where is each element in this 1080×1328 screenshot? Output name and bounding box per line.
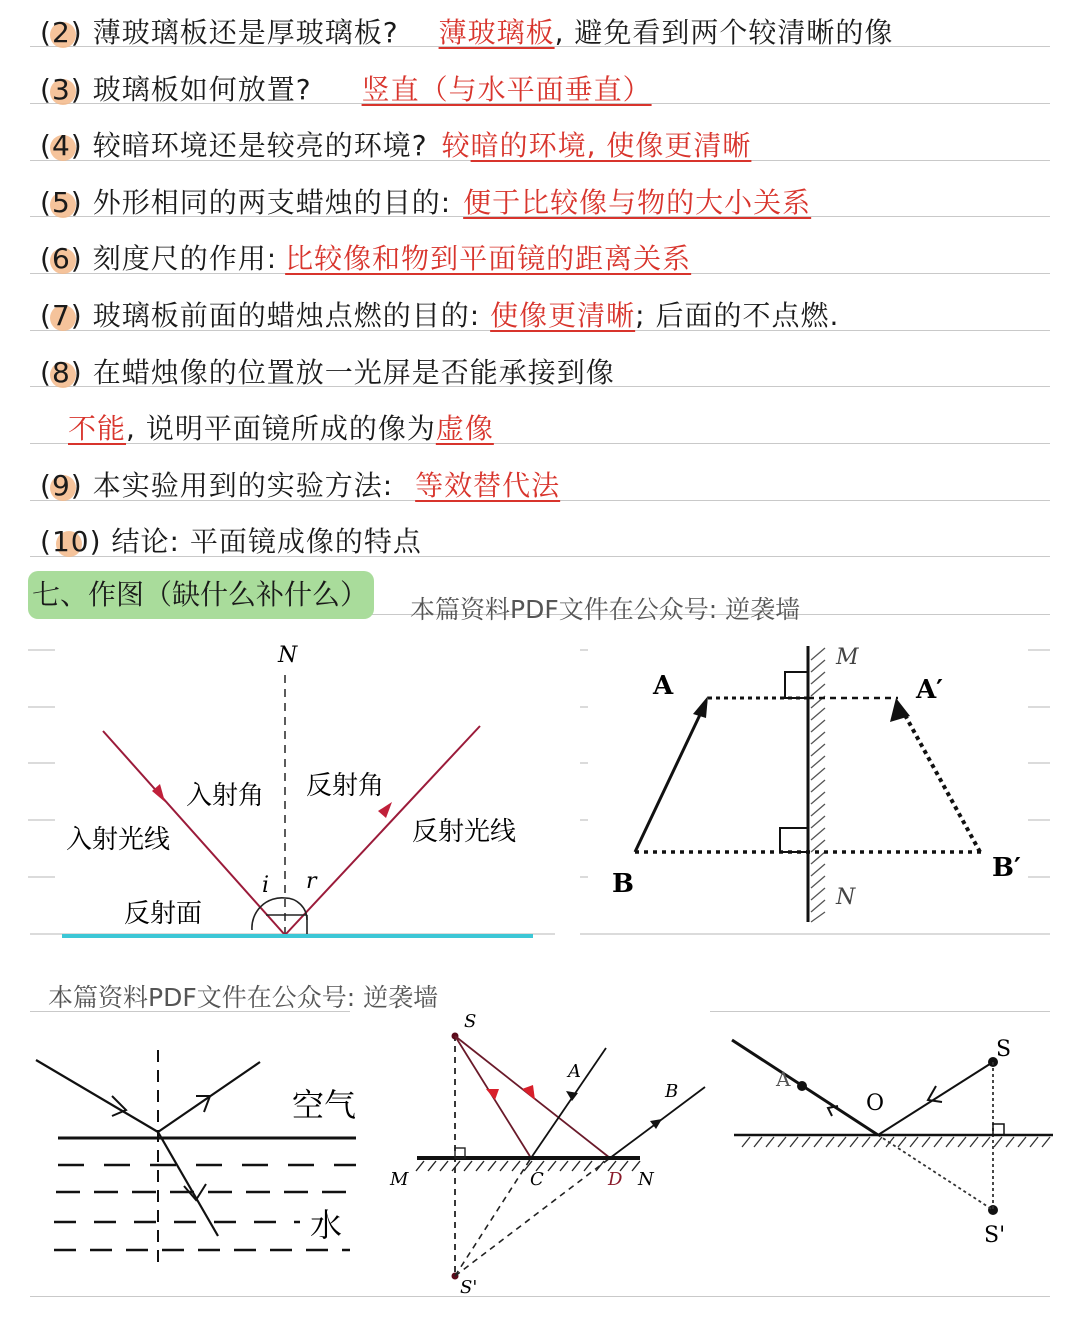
note-item-8-answer <box>68 396 494 446</box>
note-item-7 <box>40 283 839 333</box>
incident-ray <box>36 1060 158 1132</box>
answer-prefix: 较 <box>441 129 471 162</box>
question-text: 在蜡烛像的位置放一光屏是否能承接到像 <box>92 356 615 389</box>
angle-i-label: i <box>262 873 270 898</box>
refracted-ray <box>158 1132 218 1236</box>
watermark-text-2: 本篇资料PDF文件在公众号: 逆袭墙 <box>48 983 439 1012</box>
reflection-law-diagram <box>0 630 560 960</box>
label-B: B <box>665 1081 679 1102</box>
reflection-point-diagram <box>720 1020 1070 1260</box>
point-A-prime-label: A′ <box>916 675 944 705</box>
note-item-8 <box>40 340 615 390</box>
incident-ray-label: 入射光线 <box>66 825 171 855</box>
item-number: (10) <box>40 525 102 558</box>
answer-text: 暗的环境, 使像更清晰 <box>470 129 752 162</box>
angle-r-label: r <box>306 869 317 894</box>
mirror-M-label: M <box>836 645 859 670</box>
watermark-text: 本篇资料PDF文件在公众号: 逆袭墙 <box>410 595 801 624</box>
note-item-10 <box>40 509 422 559</box>
question-text: 本实验用到的实验方法: <box>92 469 394 502</box>
label-S-prime: S' <box>460 1277 478 1295</box>
arrow-icon <box>693 696 708 718</box>
label-O: O <box>866 1091 885 1116</box>
incident-angle-label: 入射角 <box>186 781 265 811</box>
question-text: 刻度尺的作用: <box>92 242 278 275</box>
label-S-prime: S' <box>984 1223 1006 1248</box>
label-S: S <box>996 1037 1012 1062</box>
mirror-hatching <box>811 648 825 922</box>
point-B-label: B <box>612 869 634 899</box>
question-text: 玻璃板前面的蜡烛点燃的目的: <box>92 299 481 332</box>
item-number: (7) <box>40 299 83 332</box>
item-number: (8) <box>40 356 83 389</box>
incident-ray <box>878 1062 993 1135</box>
image-arrow <box>900 706 980 852</box>
air-label: 空气 <box>292 1086 357 1124</box>
surface-label: 反射面 <box>124 899 203 929</box>
answer-text: 等效替代法 <box>415 469 561 502</box>
refraction-diagram <box>20 1040 380 1280</box>
label-N: N <box>638 1169 654 1190</box>
point-source-diagram <box>380 1005 720 1295</box>
answer-text: 使像更清晰 <box>490 299 636 332</box>
note-item-6 <box>40 226 691 276</box>
question-text: 玻璃板如何放置? <box>92 73 312 106</box>
point-A <box>797 1081 807 1091</box>
answer-text: 比较像和物到平面镜的距离关系 <box>285 242 692 275</box>
water-label: 水 <box>310 1206 343 1244</box>
mirror-N-label: N <box>836 885 856 910</box>
label-M: M <box>390 1169 409 1190</box>
label-S: S <box>464 1011 477 1032</box>
answer-text: 便于比较像与物的大小关系 <box>463 186 812 219</box>
suffix-text: , 避免看到两个较清晰的像 <box>554 16 894 49</box>
question-text: 结论: 平面镜成像的特点 <box>111 525 422 558</box>
note-item-9 <box>40 453 560 503</box>
note-item-2 <box>40 0 893 50</box>
label-A: A <box>568 1061 581 1082</box>
note-item-5 <box>40 170 811 220</box>
label-A: A <box>776 1067 791 1091</box>
section-heading: 七、作图（缺什么补什么） <box>28 571 374 619</box>
item-number: (2) <box>40 16 83 49</box>
item-number: (5) <box>40 186 83 219</box>
arrow-icon <box>378 802 392 818</box>
answer-text: 竖直（与水平面垂直） <box>361 73 652 106</box>
answer-text: 薄玻璃板 <box>438 16 555 49</box>
middle-text: , 说明平面镜所成的像为 <box>126 412 436 445</box>
label-D: D <box>608 1169 623 1190</box>
item-number: (3) <box>40 73 83 106</box>
arrow-icon <box>522 1085 535 1100</box>
label-C: C <box>530 1169 544 1190</box>
note-item-3 <box>40 57 652 107</box>
question-text: 外形相同的两支蜡烛的目的: <box>92 186 452 219</box>
reflected-ray-label: 反射光线 <box>412 817 517 847</box>
point-A-label: A <box>653 671 674 701</box>
note-item-4 <box>40 113 751 163</box>
ruled-line <box>710 1011 1050 1012</box>
arrow-icon <box>486 1089 499 1100</box>
ruled-line <box>30 1011 350 1012</box>
reflect-angle-label: 反射角 <box>306 771 385 801</box>
suffix-text: ; 后面的不点燃. <box>635 299 840 332</box>
ruled-line <box>30 1296 1050 1297</box>
normal-label: N <box>278 643 298 668</box>
answer-text-2: 虚像 <box>435 412 494 445</box>
item-number: (9) <box>40 469 83 502</box>
mirror-image-diagram <box>580 630 1060 960</box>
answer-text: 不能 <box>68 412 127 445</box>
object-arrow <box>635 702 706 852</box>
angle-arc-r <box>285 898 307 920</box>
question-text: 薄玻璃板还是厚玻璃板? <box>92 16 399 49</box>
point-B-prime-label: B′ <box>992 853 1021 883</box>
question-text: 较暗环境还是较亮的环境? <box>92 129 428 162</box>
item-number: (4) <box>40 129 83 162</box>
item-number: (6) <box>40 242 83 275</box>
